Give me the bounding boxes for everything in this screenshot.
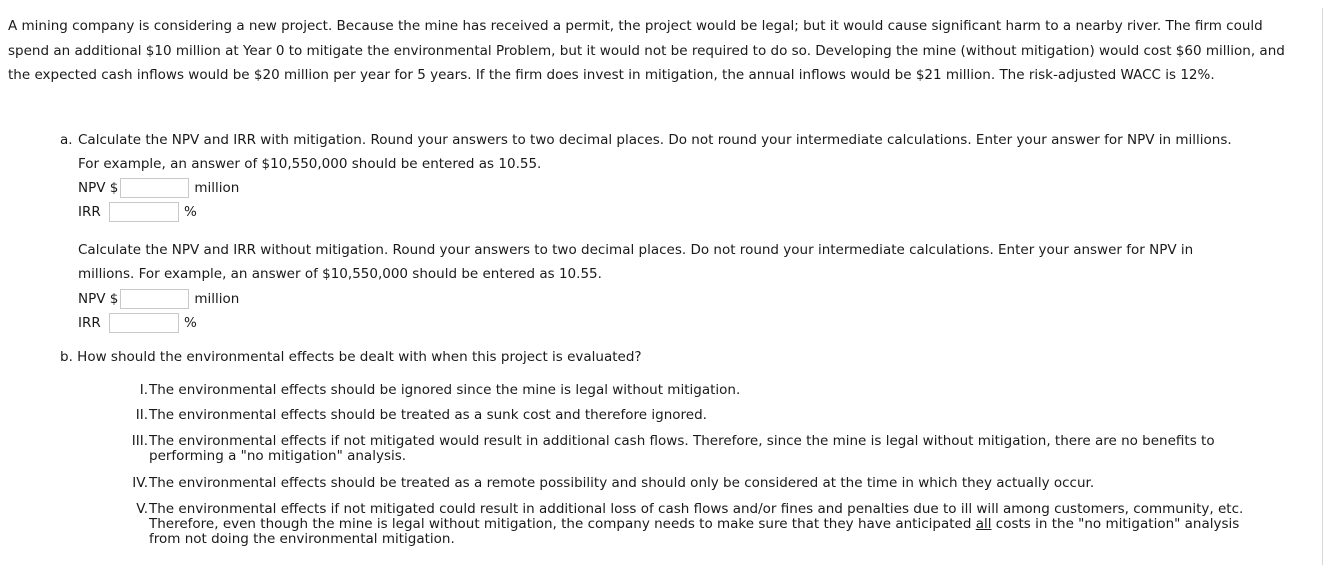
emphasis-all: all bbox=[975, 516, 992, 532]
problem-statement: A mining company is considering a new project. Because the mine has received a permit, the project would be legal; but it would cause significant harm to a nearby river. The firm could spend an additional $10 million at Year 0 to mitigate the environmental Problem, but it would not be required to do so. Developing the mine (without mitigation) would cost $60 million, and the expected cash inflows would be $20 million per year for 5 years. If the firm does invest in mitigation, the annual inflows would be $21 million. The risk-adjusted WACC is 12%. bbox=[8, 18, 1285, 84]
irr-with-label: IRR bbox=[78, 204, 101, 220]
part-a-label: a. bbox=[60, 132, 73, 148]
option-text-segment: costs in the "no mitigation" analysis bbox=[991, 516, 1240, 532]
without-mitigation-line1: Calculate the NPV and IRR without mitigation. Round your answers to two decimal places. Do not round your intermediate calculations. Enter your answer for NPV in bbox=[78, 242, 1194, 258]
part-b-label: b. bbox=[60, 349, 73, 365]
option-numeral: II. bbox=[135, 407, 148, 423]
without-mitigation-instructions bbox=[78, 238, 1193, 286]
irr-without-label: IRR bbox=[78, 315, 101, 331]
option-text: The environmental effects should be ignored since the mine is legal without mitigation. bbox=[149, 382, 741, 398]
irr-with-row bbox=[78, 201, 197, 223]
option-iii bbox=[118, 434, 1318, 464]
irr-with-input[interactable] bbox=[109, 202, 179, 222]
with-mitigation-line1: Calculate the NPV and IRR with mitigation. Round your answers to two decimal places. Do not round your intermediate calculations. Enter your answer for NPV in millions. bbox=[78, 132, 1232, 148]
option-text: The environmental effects should be treated as a sunk cost and therefore ignored. bbox=[149, 407, 707, 423]
with-mitigation-instructions bbox=[78, 128, 1232, 176]
npv-without-row bbox=[78, 288, 239, 310]
irr-without-input[interactable] bbox=[109, 313, 179, 333]
option-v bbox=[118, 502, 1318, 547]
option-iv bbox=[118, 476, 1318, 491]
npv-without-label: NPV $ bbox=[78, 291, 119, 307]
npv-without-unit: million bbox=[194, 291, 240, 307]
part-b-question-text: How should the environmental effects be dealt with when this project is evaluated? bbox=[77, 349, 642, 365]
option-numeral: III. bbox=[131, 433, 148, 449]
npv-with-unit: million bbox=[194, 180, 240, 196]
option-numeral: I. bbox=[139, 382, 148, 398]
option-text bbox=[149, 434, 1215, 464]
right-border bbox=[1322, 8, 1323, 565]
irr-without-unit: % bbox=[184, 315, 197, 331]
without-mitigation-line2: millions. For example, an answer of $10,550,000 should be entered as 10.55. bbox=[78, 266, 602, 282]
option-i bbox=[118, 383, 1318, 398]
option-ii bbox=[118, 408, 1318, 423]
option-numeral: V. bbox=[136, 501, 148, 517]
irr-with-unit: % bbox=[184, 204, 197, 220]
npv-with-input[interactable] bbox=[120, 178, 189, 198]
with-mitigation-line2: For example, an answer of $10,550,000 should be entered as 10.55. bbox=[78, 156, 542, 172]
irr-without-row bbox=[78, 312, 197, 334]
option-text-segment: Therefore, even though the mine is legal without mitigation, the company needs to make sure that they have anticipated bbox=[149, 516, 976, 532]
option-text-line: from not doing the environmental mitigation. bbox=[149, 531, 455, 547]
option-numeral: IV. bbox=[132, 475, 148, 491]
npv-with-row bbox=[78, 177, 239, 199]
option-text-line bbox=[149, 517, 1243, 532]
option-text-line: performing a "no mitigation" analysis. bbox=[149, 448, 407, 464]
option-text: The environmental effects should be treated as a remote possibility and should only be considered at the time in which they actually occur. bbox=[149, 475, 1095, 491]
npv-with-label: NPV $ bbox=[78, 180, 119, 196]
npv-without-input[interactable] bbox=[120, 289, 189, 309]
option-text-line: The environmental effects if not mitigated would result in additional cash flows. Therefore, since the mine is legal without mitigation, there are no benefits to bbox=[149, 433, 1215, 449]
part-b-question bbox=[60, 347, 642, 367]
option-text-line: The environmental effects if not mitigated could result in additional loss of cash flows and/or fines and penalties due to ill will among customers, community, etc. bbox=[149, 501, 1244, 517]
option-text bbox=[149, 502, 1243, 547]
